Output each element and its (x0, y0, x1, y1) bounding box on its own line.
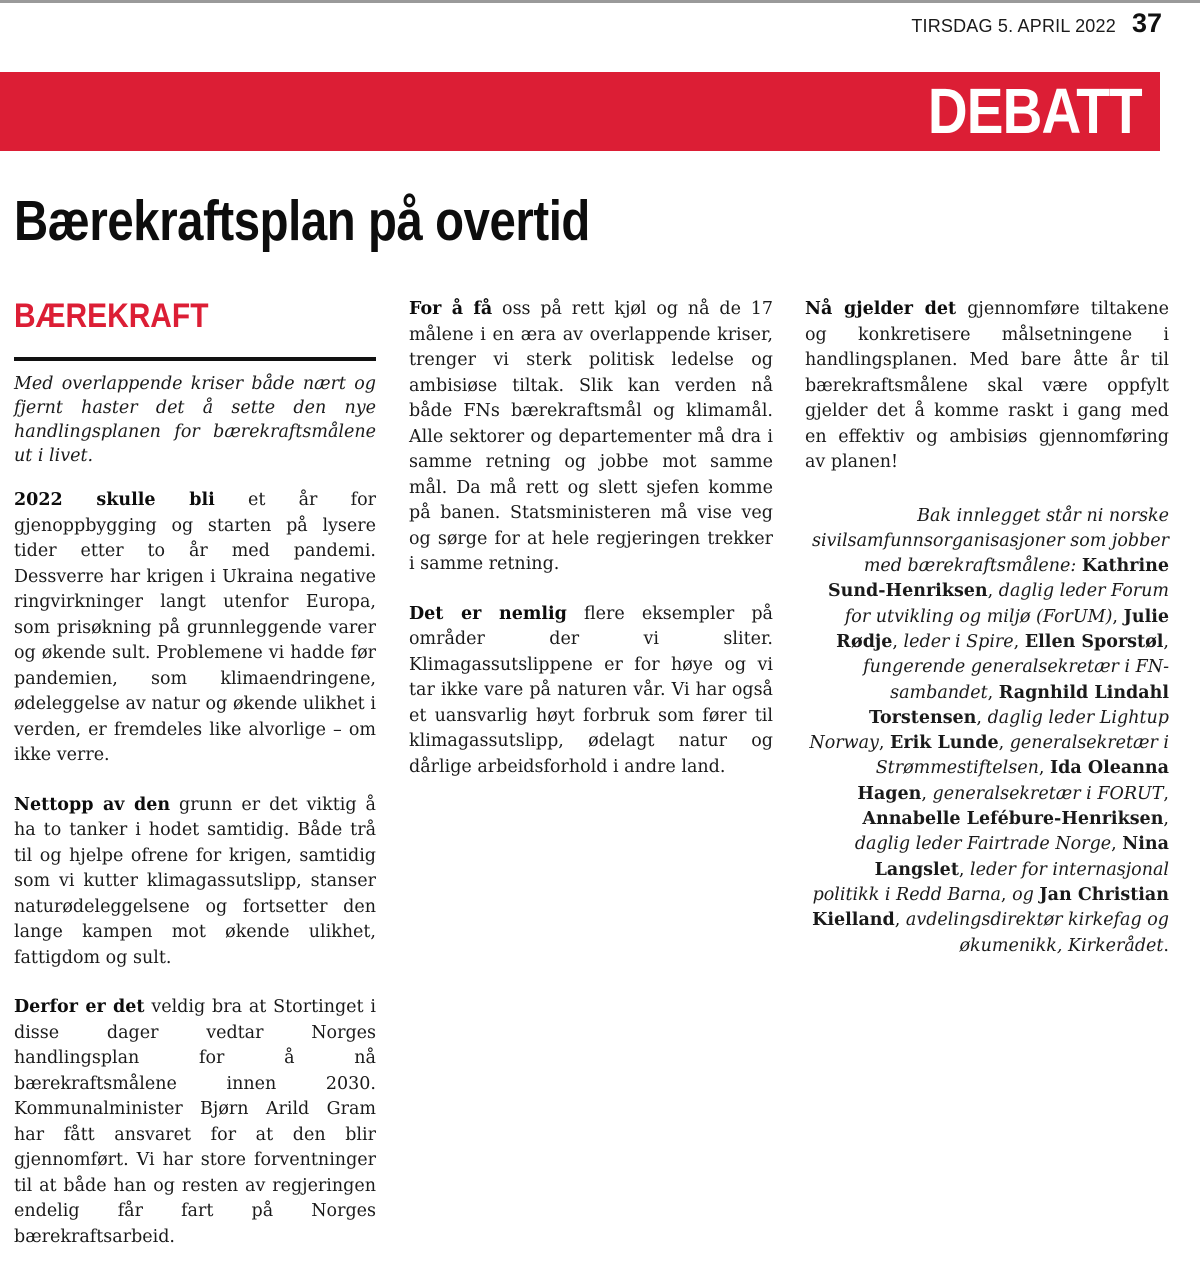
paragraph-lead: 2022 skulle bli (14, 490, 215, 510)
paragraph-lead: For å få (409, 299, 493, 319)
paragraph-lead: Derfor er det (14, 997, 145, 1017)
signer-role: daglig leder Fairtrade Norge (854, 834, 1112, 855)
column-2 (409, 297, 773, 804)
paragraph-text: gjennomføre tiltakene og konkretisere målsetningene i handlingsplanen. Med bare åtte år til bærekraftsmålene skal være oppfylt gjelder det å komme raskt i gang med en effektiv og ambisiøs gjennomføring av planen! (805, 299, 1169, 472)
signer-role: daglig leder Forum for utvikling og miljø (ForUM) (844, 581, 1169, 627)
signer-name: Erik Lunde (890, 733, 999, 754)
signer-role: generalsekretær i FORUT (932, 783, 1164, 804)
folio (911, 8, 1162, 38)
signer-name: Kathrine Sund-Henriksen (827, 556, 1169, 602)
paragraph (14, 793, 376, 972)
kicker-rule (14, 357, 376, 361)
signer-role: leder for internasjonal politikk i Redd Barna (812, 859, 1169, 905)
signer-name: Nina Langslet (874, 834, 1169, 880)
paragraph-lead: Nå gjelder det (805, 299, 957, 319)
signer-name: Ragnhild Lindahl Torstensen (869, 682, 1169, 728)
ingress: Med overlappende kriser både nært og fjernt haster det å sette den nye handlingsplanen for bærekraftsmålene ut i livet. (14, 374, 376, 466)
kicker: BÆREKRAFT (14, 297, 209, 335)
paragraph (14, 488, 376, 769)
paragraph-text: flere eksempler på områder der vi sliter. Klimagassutslippene er for høye og vi tar ikke vare på naturen vår. Vi har også et uansvarlig høyt forbruk som fører til klimagassutslipp, ødelagt natur og dårlige arbeidsforhold i andre land. (409, 603, 773, 777)
signer-role: generalsekretær i Strømmestiftelsen (875, 733, 1169, 779)
section-banner (0, 72, 1160, 151)
paragraph (14, 995, 376, 1250)
paragraph (409, 602, 773, 781)
publication-date: TIRSDAG 5. APRIL 2022 (911, 16, 1116, 36)
column-1 (14, 372, 376, 1274)
paragraph (409, 297, 773, 578)
signer-name: Annabelle Lefébure-Henriksen (862, 809, 1164, 830)
page-top-rule (0, 0, 1200, 3)
paragraph-text: veldig bra at Stortinget i disse dager vedtar Norges handlingsplan for å nå bærekraftsmålene innen 2030. Kommunalminister Bjørn Arild Gram har fått ansvaret for at den blir gjennomført. Vi har store forventninger til at både han og resten av regjeringen endelig får fart på Norges bærekraftsarbeid. (14, 997, 376, 1247)
signer-name: Julie Rødje (836, 606, 1169, 652)
paragraph-lead: Nettopp av den (14, 794, 171, 815)
section-label: DEBATT (928, 75, 1142, 147)
signer-name: Ida Oleanna Hagen (857, 758, 1169, 804)
signer-role: fungerende generalsekretær i FN-sambandet (863, 657, 1169, 703)
signer-role: leder i Spire (903, 631, 1014, 652)
page-number: 37 (1131, 8, 1162, 38)
paragraph (805, 297, 1169, 476)
paragraph-text: oss på rett kjøl og nå de 17 målene i en æra av overlappende kriser, trenger vi sterk politisk ledelse og ambisiøse tiltak. Slik kan verden nå både FNs bærekraftsmål og klimamål. Alle sektorer og departementer må dra i samme retning og jobbe mot samme mål. Da må rett og slett sjefen komme på banen. Statsministeren må vise veg og sørge for at hele regjeringen trekker i samme retning. (409, 299, 773, 574)
signature-intro: Bak innlegget står ni norske sivilsamfunnsorganisasjoner som jobber med bærekraftsmålene: (811, 505, 1169, 577)
signer-name: Jan Christian Kielland (812, 884, 1169, 931)
signer-role: avdelingsdirektør kirkefag og økumenikk, Kirkerådet (905, 910, 1169, 956)
headline: Bærekraftsplan på overtid (14, 189, 590, 253)
paragraph-lead: Det er nemlig (409, 603, 567, 624)
signature-block: Bak innlegget står ni norske sivilsamfunnsorganisasjoner som jobber med bærekraftsmålene: Kathrine Sund-Henriksen, daglig leder Forum for utvikling og miljø (ForUM), Julie Rødje, leder i Spire, Ellen Sporstøl, fungerende generalsekretær i FN-sambandet, Ragnhild Lindahl Torstensen, daglig leder Lightup Norway, Erik Lunde, generalsekretær i Strømmestiftelsen, Ida Oleanna Hagen, generalsekretær i FORUT, Annabelle Lefébure-Henriksen, daglig leder Fairtrade Norge, Nina Langslet, leder for internasjonal politikk i Redd Barna, og Jan Christian Kielland, avdelingsdirektør kirkefag og økumenikk, Kirkerådet. (809, 505, 1169, 956)
column-3 (805, 297, 1169, 959)
paragraph-text: grunn er det viktig å ha to tanker i hodet samtidig. Både trå til og hjelpe ofrene for krigen, samtidig som vi kutter klimagassutslipp, stanser naturødeleggelsene og fortsetter den lange kampen mot økende ulikhet, fattigdom og sult. (14, 794, 376, 968)
signer-name: Ellen Sporstøl (1024, 631, 1164, 652)
signer-role: daglig leder Lightup Norway (809, 707, 1169, 754)
paragraph-text: et år for gjenoppbygging og starten på lysere tider etter to år med pandemi. Dessverre har krigen i Ukraina negative ringvirkninger langt utenfor Europa, som prisøkning på grunnleggende varer og økende sult. Problemene vi hadde før pandemien, som klimaendringene, ødeleggelse av natur og økende ulikhet i verden, er fremdeles like alvorlige – om ikke verre. (14, 490, 376, 765)
